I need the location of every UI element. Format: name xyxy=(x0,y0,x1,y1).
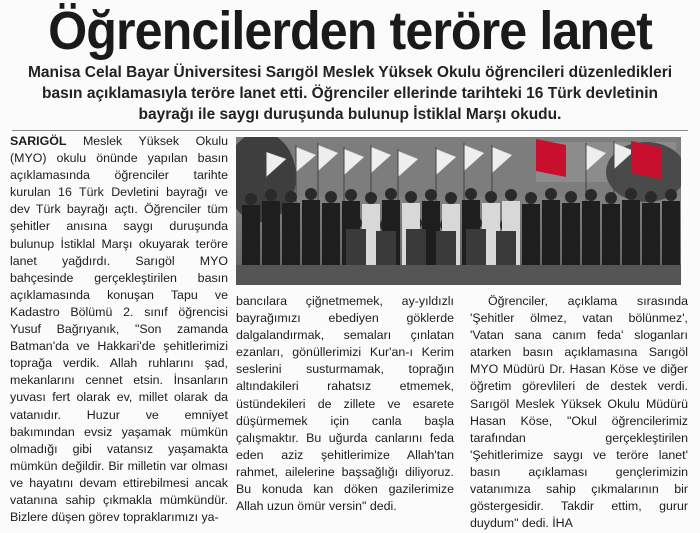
divider xyxy=(12,130,688,131)
dateline: SARIGÖL xyxy=(10,134,67,148)
headline: Öğrencilerden teröre lanet xyxy=(48,1,652,61)
column-3 xyxy=(470,293,688,532)
column-2 xyxy=(236,293,454,515)
group-photo-students-with-flags xyxy=(236,137,681,285)
lead-paragraph: Manisa Celal Bayar Üniversitesi Sarıgöl Meslek Yüksek Okulu öğrencileri düzenledikleri basın açıklamasıyla teröre lanet etti. Öğrenciler ellerinde tarihteki 16 Türk devletinin bayrağı ile saygı duruşunda bulunup İstiklal Marşı okudu. xyxy=(27,64,673,123)
news-photo xyxy=(236,137,681,285)
col1-text: Meslek Yüksek Okulu (MYO) okulu önünde yapılan basın açıklamasında öğrenciler tarihte kurulan 16 Türk Devletini bayrağı ve dev Türk bayrağı açtı. Öğrenciler tüm şehitler anısına saygı duruşunda bulunup İstiklal Marşı okuyarak teröre lanet yağdırdı. Sarıgöl MYO bahçesinde gerçekleştirilen basın açıklamasında konuşan Tapu ve Kadastro Bölümü 2. sınıf öğrencisi Yusuf Bağrıyanık, "Son zamanda Batman'da ve Hakkari'de şehitlerimizi toprağa verdik. Allah ruhlarını şad, mekanlarını cennet etsin. İnsanların yuvası fert olarak ev, millet olarak da vatanıdır. Huzur ve emniyet bakımından evsiz yaşamak mümkün olmadığı gibi vatansız yaşamakta mümkün değildir. Bir milletin var olması ve hayatını devam ettirebilmesi ancak vatanına sahip çıkmakla mümkündür. Bizlere düşen görev topraklarımızı ya- xyxy=(10,134,228,525)
col2-text: bancılara çiğnetmemek, ay-yıldızlı bayrağımızı ebediyen göklerde dalgalandırmak, semaları çınlatan ezanları, gönüllerimizi Kur'an-ı Kerim seslerini susturmamak, toprağın altındakileri rahatsız etmemek, üstündekileri de zillete ve esarete düşürmemek için canla başla çalışmaktır. Bu uğurda canlarını feda eden aziz şehitlerimize Allah'tan rahmet, ailelerine başsağlığı diliyoruz. Bu konuda kan döken gazilerimize Allah uzun ömür versin" dedi. xyxy=(236,294,454,514)
col1-paragraph xyxy=(10,133,228,526)
column-1 xyxy=(10,133,228,526)
col3-text: Öğrenciler, açıklama sırasında 'Şehitler ölmez, vatan bölünmez', 'Vatan sana canım feda' sloganları atarken basın açıklamasına Sarıgöl MYO Müdürü Dr. Hasan Köse ve diğer öğretim görevlileri de destek verdi. Sarıgöl Meslek Yüksek Okulu Müdürü Hasan Köse, "Okul öğrencilerimiz tarafından gerçekleştirilen 'Şehitlerimize saygı ve teröre lanet' basın açıklaması gençlerimizin vatanımıza sahip çıkmalarının bir göstergesidir. Takdir ettim, gurur duydum" dedi. İHA xyxy=(470,294,688,531)
